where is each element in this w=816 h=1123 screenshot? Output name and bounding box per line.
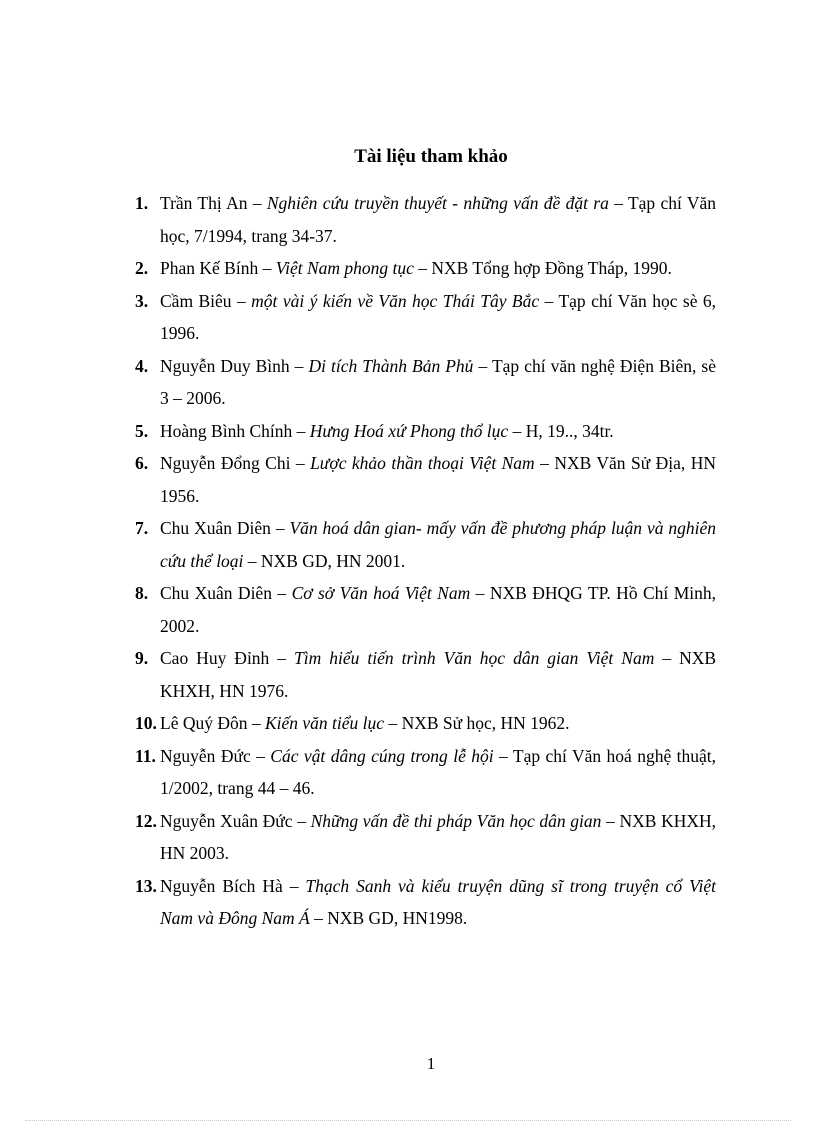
reference-item xyxy=(135,512,716,577)
reference-author: Cầm Biêu xyxy=(160,290,232,311)
reference-number: 11. xyxy=(135,745,156,766)
reference-author: Phan Kế Bính xyxy=(160,258,259,278)
reference-work: Kiến văn tiểu lục xyxy=(264,713,385,733)
reference-author: Chu Xuân Diên xyxy=(160,518,271,538)
reference-separator: – xyxy=(289,355,309,376)
reference-separator: – xyxy=(243,550,261,571)
reference-details: Tạp chí Văn hoá nghệ thuật, 1/2002, trang 44 – 46. xyxy=(160,745,717,798)
page-title: Tài liệu tham khảo xyxy=(354,146,508,167)
reference-item xyxy=(135,805,716,870)
reference-work: Các vật dâng cúng trong lễ hội xyxy=(270,745,494,766)
reference-work: Việt Nam phong tục xyxy=(275,258,414,278)
reference-work: Nghiên cứu truyền thuyết - những vấn đề đặt ra xyxy=(266,193,609,213)
reference-separator: – xyxy=(292,810,311,831)
reference-text xyxy=(135,415,716,448)
reference-separator: – xyxy=(247,713,265,733)
reference-number: 13. xyxy=(135,875,157,896)
reference-list xyxy=(135,187,716,935)
reference-details: Tạp chí Văn học, 7/1994, trang 34-37. xyxy=(160,193,717,246)
reference-separator: – xyxy=(231,290,252,311)
reference-number: 4. xyxy=(135,355,149,376)
reference-details: Tạp chí Văn học sè 6, 1996. xyxy=(160,290,717,343)
reference-details: NXB GD, HN1998. xyxy=(327,908,468,928)
reference-number: 9. xyxy=(135,648,149,668)
reference-separator: – xyxy=(271,583,292,603)
reference-item xyxy=(135,642,716,707)
reference-separator: – xyxy=(413,258,432,278)
reference-number: 7. xyxy=(135,518,149,538)
reference-author: Nguyễn Xuân Đức xyxy=(160,810,293,831)
reference-separator: – xyxy=(539,290,559,311)
reference-work: Cơ sở Văn hoá Việt Nam xyxy=(291,583,471,603)
reference-separator: – xyxy=(282,875,306,896)
reference-work: Thạch Sanh và kiểu truyện dũng sĩ trong truyện cổ Việt Nam và Đông Nam Á xyxy=(160,875,716,928)
reference-text xyxy=(135,187,716,252)
reference-item xyxy=(135,447,716,512)
reference-details: NXB ĐHQG TP. Hồ Chí Minh, 2002. xyxy=(160,583,717,636)
reference-separator: – xyxy=(384,713,402,733)
reference-item xyxy=(135,350,716,415)
reference-details: NXB KHXH, HN 2003. xyxy=(160,810,717,863)
reference-number: 1. xyxy=(135,193,149,213)
reference-number: 8. xyxy=(135,583,149,603)
reference-number: 6. xyxy=(135,453,149,473)
reference-number: 10. xyxy=(135,713,157,733)
reference-separator: – xyxy=(470,583,490,603)
reference-separator: – xyxy=(473,355,492,376)
reference-number: 12. xyxy=(135,810,157,831)
reference-details: NXB Sử học, HN 1962. xyxy=(401,713,570,733)
reference-number: 3. xyxy=(135,290,149,311)
page-number: 1 xyxy=(426,1054,436,1073)
reference-author: Nguyễn Duy Bình xyxy=(160,355,290,376)
reference-details: H, 19.., 34tr. xyxy=(525,420,614,441)
reference-details: NXB Tổng hợp Đồng Tháp, 1990. xyxy=(431,258,672,278)
reference-separator: – xyxy=(270,518,290,538)
reference-author: Hoàng Bình Chính xyxy=(160,420,293,441)
reference-number: 2. xyxy=(135,258,149,278)
reference-separator: – xyxy=(534,453,555,473)
reference-author: Trần Thị An xyxy=(160,193,248,213)
reference-work: một vài ý kiến về Văn học Thái Tây Bắc xyxy=(251,290,540,311)
reference-text xyxy=(135,512,716,577)
reference-text xyxy=(135,642,716,707)
reference-author: Nguyễn Đổng Chi xyxy=(160,453,291,473)
page-divider xyxy=(25,1120,791,1121)
reference-author: Cao Huy Đỉnh xyxy=(160,648,270,668)
reference-item xyxy=(135,415,716,448)
reference-separator: – xyxy=(493,745,513,766)
reference-separator: – xyxy=(292,420,310,441)
reference-item xyxy=(135,707,716,740)
reference-separator: – xyxy=(654,648,680,668)
reference-author: Lê Quý Đôn xyxy=(160,713,248,733)
reference-text xyxy=(135,805,716,870)
reference-separator: – xyxy=(269,648,295,668)
reference-details: NXB KHXH, HN 1976. xyxy=(160,648,717,701)
reference-text xyxy=(135,707,716,740)
reference-separator: – xyxy=(250,745,271,766)
reference-author: Nguyễn Bích Hà xyxy=(160,875,283,896)
reference-item xyxy=(135,187,716,252)
reference-text xyxy=(135,285,716,350)
reference-separator: – xyxy=(309,908,328,928)
reference-details: NXB Văn Sử Địa, HN 1956. xyxy=(160,453,716,506)
reference-text xyxy=(135,447,716,512)
reference-work: Những vấn đề thi pháp Văn học dân gian xyxy=(310,810,602,831)
reference-text xyxy=(135,252,716,285)
reference-separator: – xyxy=(601,810,620,831)
reference-item xyxy=(135,577,716,642)
reference-work: Di tích Thành Bản Phủ xyxy=(308,355,474,376)
reference-separator: – xyxy=(247,193,267,213)
reference-number: 5. xyxy=(135,420,149,441)
reference-author: Nguyễn Đức xyxy=(160,745,251,766)
reference-work: Văn hoá dân gian- mấy vấn đề phương pháp luận và nghiên cứu thể loại xyxy=(160,518,716,571)
reference-work: Lược khảo thần thoại Việt Nam xyxy=(310,453,535,473)
reference-text xyxy=(135,740,716,805)
reference-item xyxy=(135,740,716,805)
reference-separator: – xyxy=(290,453,311,473)
reference-item xyxy=(135,252,716,285)
reference-separator: – xyxy=(508,420,526,441)
reference-work: Hưng Hoá xứ Phong thổ lục xyxy=(309,420,509,441)
reference-text xyxy=(135,870,716,935)
reference-separator: – xyxy=(608,193,628,213)
reference-item xyxy=(135,285,716,350)
reference-text xyxy=(135,577,716,642)
reference-item xyxy=(135,870,716,935)
reference-details: Tạp chí văn nghệ Điện Biên, sè 3 – 2006. xyxy=(160,355,717,408)
reference-author: Chu Xuân Diên xyxy=(160,583,272,603)
reference-work: Tìm hiểu tiến trình Văn học dân gian Việt Nam xyxy=(294,648,655,668)
reference-separator: – xyxy=(258,258,276,278)
reference-text xyxy=(135,350,716,415)
reference-details: NXB GD, HN 2001. xyxy=(260,550,406,571)
